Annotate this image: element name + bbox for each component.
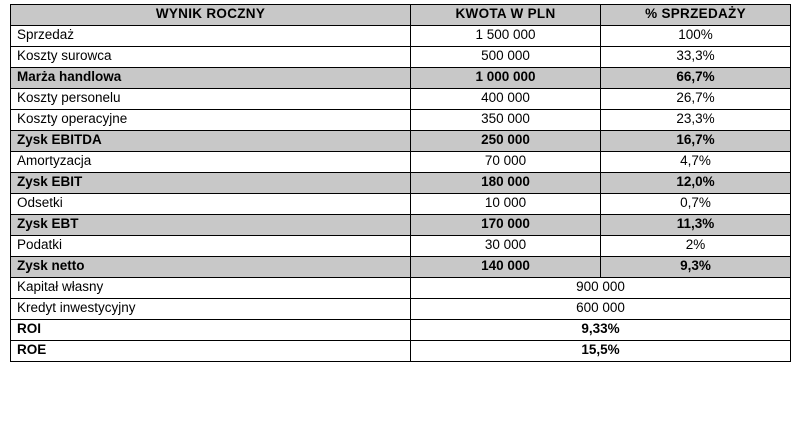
footer-row-value: 900 000 bbox=[411, 278, 791, 299]
row-amount: 1 500 000 bbox=[411, 26, 601, 47]
row-label: Amortyzacja bbox=[11, 152, 411, 173]
column-header-label: WYNIK ROCZNY bbox=[11, 5, 411, 26]
row-label: Koszty operacyjne bbox=[11, 110, 411, 131]
table-row bbox=[11, 320, 791, 341]
footer-row-label: ROE bbox=[11, 341, 411, 362]
row-percent: 33,3% bbox=[601, 47, 791, 68]
row-percent: 2% bbox=[601, 236, 791, 257]
row-label: Zysk EBITDA bbox=[11, 131, 411, 152]
row-label: Zysk EBT bbox=[11, 215, 411, 236]
table-row bbox=[11, 152, 791, 173]
table-body bbox=[11, 26, 791, 362]
table-row bbox=[11, 215, 791, 236]
table-row bbox=[11, 257, 791, 278]
footer-row-value: 9,33% bbox=[411, 320, 791, 341]
row-label: Zysk netto bbox=[11, 257, 411, 278]
row-percent: 100% bbox=[601, 26, 791, 47]
footer-row-label: ROI bbox=[11, 320, 411, 341]
footer-row-value: 15,5% bbox=[411, 341, 791, 362]
column-header-percent: % SPRZEDAŻY bbox=[601, 5, 791, 26]
row-percent: 4,7% bbox=[601, 152, 791, 173]
row-label: Zysk EBIT bbox=[11, 173, 411, 194]
row-percent: 26,7% bbox=[601, 89, 791, 110]
row-percent: 0,7% bbox=[601, 194, 791, 215]
row-amount: 70 000 bbox=[411, 152, 601, 173]
table-row bbox=[11, 89, 791, 110]
row-amount: 250 000 bbox=[411, 131, 601, 152]
table-row bbox=[11, 47, 791, 68]
row-percent: 16,7% bbox=[601, 131, 791, 152]
row-label: Koszty personelu bbox=[11, 89, 411, 110]
row-amount: 180 000 bbox=[411, 173, 601, 194]
table-header-row bbox=[11, 5, 791, 26]
row-percent: 11,3% bbox=[601, 215, 791, 236]
table-row bbox=[11, 236, 791, 257]
table-row bbox=[11, 68, 791, 89]
table-row bbox=[11, 194, 791, 215]
row-amount: 400 000 bbox=[411, 89, 601, 110]
row-label: Marża handlowa bbox=[11, 68, 411, 89]
row-label: Sprzedaż bbox=[11, 26, 411, 47]
row-amount: 1 000 000 bbox=[411, 68, 601, 89]
column-header-amount: KWOTA W PLN bbox=[411, 5, 601, 26]
table-row bbox=[11, 341, 791, 362]
row-percent: 12,0% bbox=[601, 173, 791, 194]
table-row bbox=[11, 299, 791, 320]
table-row bbox=[11, 131, 791, 152]
row-amount: 350 000 bbox=[411, 110, 601, 131]
row-amount: 10 000 bbox=[411, 194, 601, 215]
table-row bbox=[11, 110, 791, 131]
row-label: Podatki bbox=[11, 236, 411, 257]
row-amount: 30 000 bbox=[411, 236, 601, 257]
financial-results-table bbox=[10, 4, 791, 362]
table-row bbox=[11, 26, 791, 47]
table-row bbox=[11, 278, 791, 299]
row-amount: 170 000 bbox=[411, 215, 601, 236]
table-row bbox=[11, 173, 791, 194]
row-amount: 140 000 bbox=[411, 257, 601, 278]
footer-row-label: Kredyt inwestycyjny bbox=[11, 299, 411, 320]
row-label: Koszty surowca bbox=[11, 47, 411, 68]
row-percent: 66,7% bbox=[601, 68, 791, 89]
footer-row-value: 600 000 bbox=[411, 299, 791, 320]
row-amount: 500 000 bbox=[411, 47, 601, 68]
footer-row-label: Kapitał własny bbox=[11, 278, 411, 299]
row-percent: 23,3% bbox=[601, 110, 791, 131]
row-label: Odsetki bbox=[11, 194, 411, 215]
row-percent: 9,3% bbox=[601, 257, 791, 278]
table-header bbox=[11, 5, 791, 26]
